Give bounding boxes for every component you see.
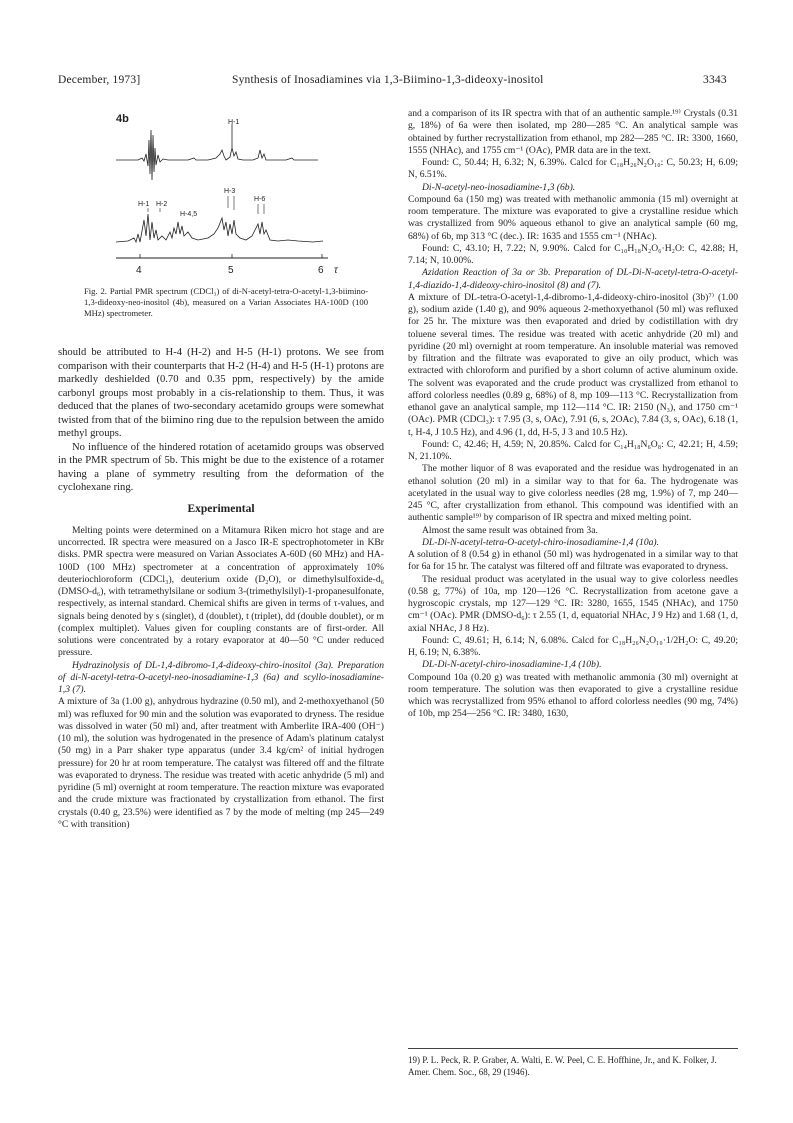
right-paragraph-4: The mother liquor of 8 was evaporated and the residue was hydrogenated in an ethanol solution (20 ml) in a similar way to that for 6a. The hydrogenate was acetylated in the usual way to give colorless needles (28 mg, 1.9%) of 7, mp 240—245 °C, after crystallization from ethanol. This compound was identified with an authentic sample¹⁹⁾ by comparison of IR spectra and mixed melting point. [408, 463, 738, 524]
right-title-10a: DL-Di-N-acetyl-tetra-O-acetyl-chiro-inosadiamine-1,4 (10a). [422, 536, 660, 548]
left-paragraph-1: should be attributed to H-4 (H-2) and H-5 (H-1) protons. We see from comparison with their counterparts that H-2 (H-4) and H-5 (H-1) protons are markedly deshielded (0.70 and 0.35 ppm, respectively) by the amide carbonyl groups most probably in a cis-relationship to them. Thus, it was deduced that the planes of two-secondary acetamido groups were somewhat twisted from that of the biimino ring due to the repulsion between the amido methyl groups. [58, 347, 384, 439]
axis-tick-4: 4 [136, 265, 142, 276]
right-paragraph-7: The residual product was acetylated in the usual way to give colorless needles (0.58 g, 77%) of 10a, mp 120—126 °C. Recrystallization from acetone gave a hygroscopic crystals, mp 127—129 °C. IR: 3280, 1655, 1545 (NHAc), and 1750 cm⁻¹ (OAc). PMR (DMSO-d₆): τ 2.55 (1, d, equatorial NHAc, J 9 Hz) and 1.68 (1, d, axial NHAc, J 8 Hz). [408, 573, 738, 634]
left-paragraph-2: No influence of the hindered rotation of acetamido groups was observed in the PMR spectrum of 5b. This might be due to the existence of a rotamer having a plane of symmetry resulting from the deformation of the cyclohexane ring. [58, 441, 384, 493]
axis-tick-6: 6 [318, 265, 324, 276]
running-title: Synthesis of Inosadiamines via 1,3-Biimino-1,3-dideoxy-inositol [232, 74, 544, 86]
peak-label-h6: H-6 [254, 196, 266, 203]
right-paragraph-3: A mixture of DL-tetra-O-acetyl-1,4-dibromo-1,4-dideoxy-chiro-inositol (3b)⁷⁾ (1.00 g), sodium azide (1.40 g), and 90% aqueous 2-methoxyethanol (50 ml) was refluxed for 25 hr. The mixture was then evaporated and dried by codistillation with dry toluene several times. The residue was treated with acetic anhydride (20 ml) and pyridine (20 ml) overnight at room temperature. An insoluble material was removed by filtration and the filtrate was evaporated to give an oily product, which was extracted with chloroform and purified by a short column of active aluminum oxide. The solvent was evaporated and the crude product was crystallized from ethanol to afford colorless needles (0.89 g, 68%) of 8, mp 109—113 °C. Recrystallization from ethanol gave an analytical sample, mp 112—114 °C. IR: 2150 (N₃), and 1750 cm⁻¹ (OAc). PMR (CDCl₃): τ 7.95 (3, s, OAc), 7.91 (6, s, 2OAc), 7.84 (3, s, OAc), 6.18 (1, t, H-4, J 10.5 Hz), and 4.96 (1, dd, H-5, J 3 and 10.5 Hz). [408, 291, 738, 438]
right-found-1: Found: C, 50.44; H, 6.32; N, 6.39%. Calcd for C₁₈H₂₆N₂O₁₀: C, 50.23; H, 6.09; N, 6.51%. [408, 157, 738, 181]
spectrum-trace-upper [116, 130, 318, 180]
peak-label-h45: H-4,5 [180, 211, 198, 218]
right-found-3: Found: C, 42.46; H, 4.59; N, 20.85%. Calcd for C₁₄H₁₈N₆O₈: C, 42.21; H, 4.59; N, 21.10%. [408, 438, 738, 462]
section-heading-experimental: Experimental [187, 502, 255, 515]
right-paragraph-1: and a comparison of its IR spectra with that of an authentic sample.¹⁹⁾ Crystals (0.31 g, 18%) of 6a were then isolated, mp 280—285 °C. An analytical sample was obtained by further recrystallization from ethanol, mp 282—285 °C. IR: 3300, 1660, 1555 (NHAc), and 1755 cm⁻¹ (OAc), PMR data are in the text. [408, 108, 738, 156]
left-paragraph-3: Melting points were determined on a Mitamura Riken micro hot stage and are uncorrected. IR spectra were measured on a Jasco IR-E spectrophotometer in KBr disks. PMR spectra were measured on Varian Associates A-60D (60 MHz) and HA-100D (100 MHz) spectrometer at a concentration of approximately 10% deuteriochloroform (CDCl₃), deuterium oxide (D₂O), or dimethylsulfoxide-d₆ (DMSO-d₆), with tetramethylsilane or sodium 3-(trimethylsilyl)-1-propanesulfonate, respectively, as internal standard. Chemical shifts are given in terms of τ-values, and signals being denoted by s (singlet), d (doublet), t (triplet), dd (double doublet), or m (complex multiplet). Values given for coupling constants are of first-order. All solutions were concentrated by a rotary evaporator at 40—50 °C under reduced pressure. [58, 524, 384, 659]
right-column [408, 108, 738, 721]
axis-unit-tau: τ [334, 265, 338, 276]
figure-label: 4b [116, 113, 129, 125]
right-title-10b: DL-Di-N-acetyl-chiro-inosadiamine-1,4 (10b). [422, 659, 602, 671]
figure-caption: Fig. 2. Partial PMR spectrum (CDCl₃) of di-N-acetyl-tetra-O-acetyl-1,3-biimino-1,3-dideoxy-neo-inositol (4b), measured on a Varian Associates HA-100D (100 MHz) spectrometer. [84, 286, 368, 318]
peak-label-top: H-1 [228, 119, 240, 126]
pmr-spectrum-figure [108, 110, 368, 282]
header-date: December, 1973] [58, 74, 141, 86]
right-paragraph-5: Almost the same result was obtained from 3a. [422, 524, 598, 536]
page-number: 3343 [703, 74, 727, 86]
peak-label-h3: H-3 [224, 188, 236, 195]
left-column [58, 346, 384, 831]
right-title-6b: Di-N-acetyl-neo-inosadiamine-1,3 (6b). [422, 181, 576, 193]
right-paragraph-6: A solution of 8 (0.54 g) in ethanol (50 ml) was hydrogenated in a similar way to that for 6a for 15 hr. The catalyst was filtered off and filtrate was evaporated to dryness. [408, 549, 738, 573]
right-paragraph-8: Compound 10a (0.20 g) was treated with methanolic ammonia (30 ml) overnight at room temperature. The solution was then evaporated to give a crystalline residue which was recrystallized from 95% ethanol to afford colorless needles (90 mg, 74%) of 10b, mp 254—256 °C. IR: 3480, 1630, [408, 671, 738, 720]
right-paragraph-2: Compound 6a (150 mg) was treated with methanolic ammonia (15 ml) overnight at room temperature. The mixture was evaporated to give a crystalline residue which was crystallized from 90% aqueous ethanol to give an analytical sample (60 mg, 68%) of 6b, mp 313 °C (dec.). IR: 1635 and 1555 cm⁻¹ (NHAc). [408, 193, 738, 242]
spectrum-trace-lower [116, 214, 323, 242]
right-found-2: Found: C, 43.10; H, 7.22; N, 9.90%. Calcd for C₁₀H₁₈N₂O₆·H₂O: C, 42.88; H, 7.14; N, 10.00%. [408, 242, 738, 266]
right-found-4: Found: C, 49.61; H, 6.14; N, 6.08%. Calcd for C₁₈H₂₆N₂O₁₀·1/2H₂O: C, 49.20; H, 6.19; N, 6.38%. [408, 634, 738, 658]
right-title-azidation: Azidation Reaction of 3a or 3b. Preparation of DL-Di-N-acetyl-tetra-O-acetyl-1,4-diazido-1,4-dideoxy-chiro-inositol (8) and (7). [408, 267, 738, 291]
left-paragraph-4: A mixture of 3a (1.00 g), anhydrous hydrazine (0.50 ml), and 2-methoxyethanol (50 ml) was refluxed for 90 min and the solution was evaporated to dryness. The residue was dissolved in water (50 ml) and, after treatment with Amberlite IRA-400 (OH⁻) (10 ml), the solution was hydrogenated in the presence of Adam's platinum catalyst (50 mg) in a Parr shaker type apparatus (under 3.4 kg/cm² of initial hydrogen pressure) for 20 hr at room temperature. The catalyst was filtered off and the filtrate was evaporated to dryness. The residue was treated with acetic anhydride (5 ml) and pyridine (5 ml) overnight at room temperature. The reaction mixture was evaporated and the crude mixture was fractionated by crystallization from ethanol. The first crystals (0.40 g, 23.5%) were identified as 7 by the mode of melting (mp 245—249 °C with transition) [58, 696, 384, 830]
peak-label-h2: H-2 [156, 201, 168, 208]
peak-label-h1: H-1 [138, 201, 150, 208]
left-procedure-title: Hydrazinolysis of DL-1,4-dibromo-1,4-dideoxy-chiro-inositol (3a). Preparation of di-N-acetyl-tetra-O-acetyl-neo-inosadiamine-1,3 (6a) and scyllo-inosadiamine-1,3 (7). [58, 659, 384, 695]
axis-tick-5: 5 [228, 265, 234, 276]
footnote-19: 19) P. L. Peck, R. P. Graber, A. Walti, E. W. Peel, C. E. Hoffhine, Jr., and K. Folker, J. Amer. Chem. Soc., 68, 29 (1946). [408, 1048, 738, 1078]
